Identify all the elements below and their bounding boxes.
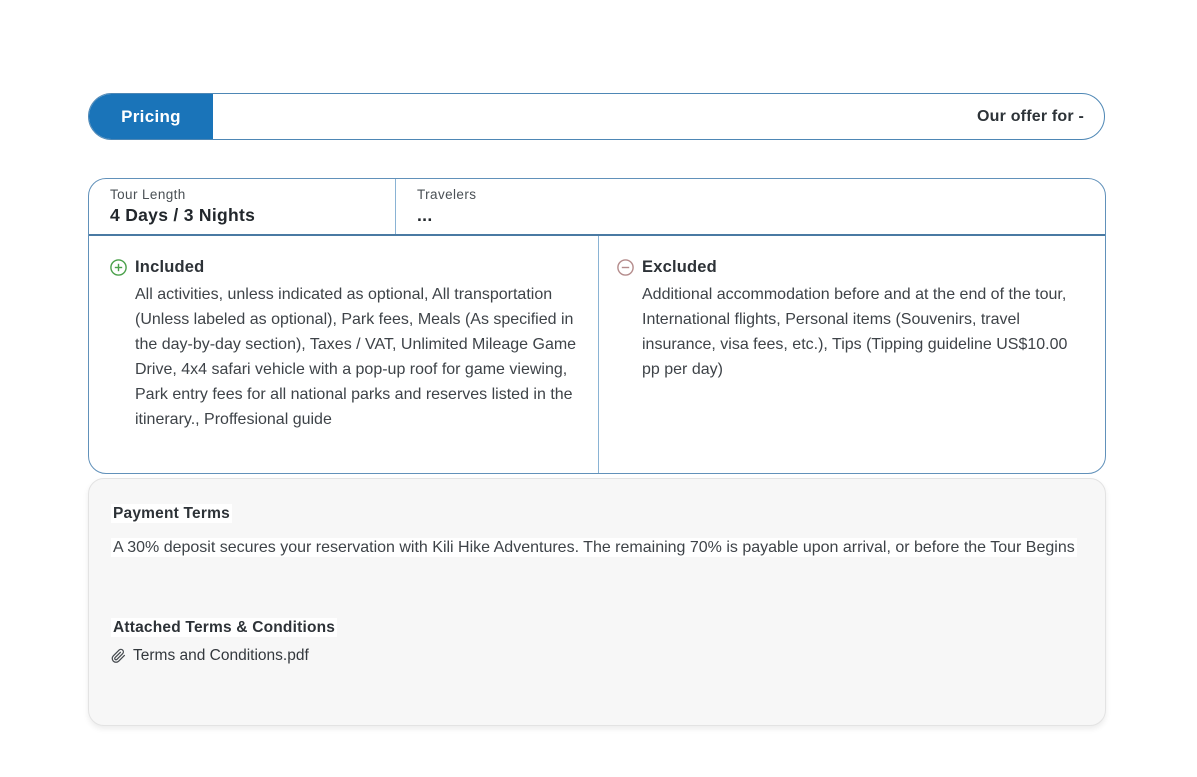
tour-length-value: 4 Days / 3 Nights <box>110 205 256 225</box>
tour-summary-row <box>89 179 1105 236</box>
included-title: Included <box>135 258 205 276</box>
excluded-title: Excluded <box>642 258 717 276</box>
offer-for-label: Our offer for - <box>977 107 1084 125</box>
included-text: All activities, unless indicated as optional, All transportation (Unless labeled as optional), Park fees, Meals (As specified in the day-by-day section), Taxes / VAT, Unlimited Mileage Game Drive, 4x4 safari vehicle with a pop-up roof for game viewing, Park entry fees for all national parks and reserves listed in the itinerary., Proffesional guide <box>135 286 577 428</box>
tour-length-cell <box>89 179 396 234</box>
included-section <box>89 236 599 473</box>
tour-length-label: Tour Length <box>110 187 186 202</box>
offer-header-bar <box>88 93 1105 140</box>
travelers-value: ... <box>417 205 433 225</box>
travelers-cell <box>396 179 1105 234</box>
plus-circle-icon <box>110 259 127 276</box>
terms-attachment-link[interactable] <box>111 647 309 665</box>
attachment-filename: Terms and Conditions.pdf <box>133 647 309 664</box>
tour-details-box <box>88 178 1106 474</box>
travelers-label: Travelers <box>417 187 477 202</box>
payment-terms-title: Payment Terms <box>113 505 230 522</box>
tab-pricing[interactable]: Pricing <box>89 94 213 139</box>
payment-terms-card <box>88 478 1106 726</box>
attached-terms-title: Attached Terms & Conditions <box>113 619 336 636</box>
included-excluded-row <box>89 236 1105 473</box>
excluded-section <box>599 236 1105 473</box>
excluded-text: Additional accommodation before and at the end of the tour, International flights, Personal items (Souvenirs, travel insurance, visa fees, etc.), Tips (Tipping guideline US$10.00 pp per day) <box>642 286 1068 378</box>
minus-circle-icon <box>617 259 634 276</box>
excluded-header <box>617 258 1083 277</box>
paperclip-icon <box>111 648 126 664</box>
included-header <box>110 258 578 277</box>
payment-terms-text: A 30% deposit secures your reservation with Kili Hike Adventures. The remaining 70% is payable upon arrival, or before the Tour Begins <box>113 539 1075 556</box>
